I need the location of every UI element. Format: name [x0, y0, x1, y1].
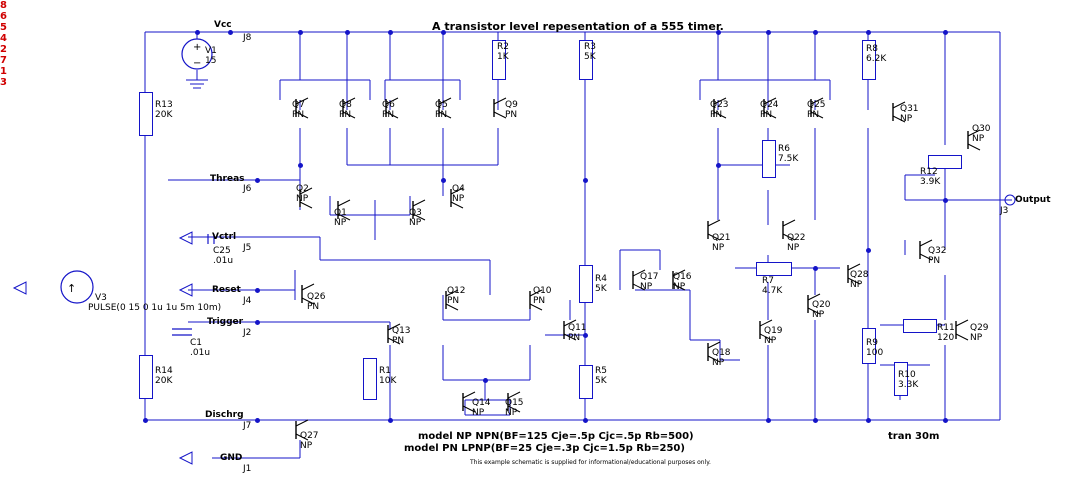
- transistor-q32-name: Q32: [928, 246, 947, 256]
- ground-symbol: [192, 74, 216, 92]
- transistor-q14-name: Q14: [472, 398, 491, 408]
- transistor-q26-name: Q26: [307, 292, 326, 302]
- transistor-q2-name: Q2: [296, 184, 309, 194]
- transistor-q31-model: NP: [900, 114, 913, 124]
- port-arrow-vctrl: [180, 232, 198, 244]
- pin-ref-j3: J3: [1000, 206, 1009, 216]
- resistor-r11-value: 120: [937, 333, 955, 343]
- transistor-q19-name: Q19: [764, 326, 783, 336]
- transistor-q21-name: Q21: [712, 233, 731, 243]
- pin-number-4: 4: [0, 33, 7, 44]
- transistor-q24-model: PN: [760, 110, 773, 120]
- resistor-r7-name: R7: [762, 276, 774, 286]
- svg-text:−: −: [193, 58, 202, 69]
- resistor-r2-value: 1K: [497, 52, 509, 62]
- svg-text:↑: ↑: [67, 282, 77, 295]
- transistor-q30-name: Q30: [972, 124, 991, 134]
- resistor-r13-body: [139, 92, 153, 136]
- junction-dot: [583, 418, 588, 423]
- transistor-q10-model: PN: [533, 296, 546, 306]
- transistor-q4-name: Q4: [452, 184, 465, 194]
- pin-number-3: 3: [0, 77, 7, 88]
- capacitor-c1-symbol: [170, 326, 204, 340]
- resistor-r4-body: [579, 265, 593, 303]
- pin-ref-j4: J4: [243, 296, 252, 306]
- transistor-q28-model: NP: [850, 280, 863, 290]
- resistor-r5-name: R5: [595, 366, 607, 376]
- pin-label-threas: Threas: [210, 174, 245, 184]
- junction-dot: [866, 30, 871, 35]
- junction-dot: [255, 320, 260, 325]
- junction-dot: [195, 30, 200, 35]
- pin-ref-j2: J2: [243, 328, 252, 338]
- junction-dot: [813, 418, 818, 423]
- voltage-source-v3: [58, 268, 98, 308]
- transistor-q26-model: PN: [307, 302, 320, 312]
- pin-ref-j8: J8: [243, 33, 252, 43]
- junction-dot: [298, 30, 303, 35]
- transistor-q23-model: PN: [710, 110, 723, 120]
- transistor-q5-model: PN: [435, 110, 448, 120]
- junction-dot: [388, 30, 393, 35]
- junction-dot: [255, 288, 260, 293]
- resistor-r8-value: 6.2K: [866, 54, 887, 64]
- resistor-r1-body: [363, 358, 377, 400]
- transistor-q17-name: Q17: [640, 272, 659, 282]
- pin-label-dischrg: Dischrg: [205, 410, 244, 420]
- resistor-r5-body: [579, 365, 593, 399]
- junction-dot: [298, 163, 303, 168]
- junction-dot: [813, 30, 818, 35]
- port-arrow-gnd: [180, 452, 198, 464]
- transistor-q11-name: Q11: [568, 323, 587, 333]
- pin-label-vctrl: Vctrl: [212, 232, 237, 242]
- capacitor-c1-value: .01u: [190, 348, 211, 358]
- transistor-q5-name: Q5: [435, 100, 448, 110]
- resistor-r14-name: R14: [155, 366, 173, 376]
- transistor-q18-model: NP: [712, 358, 725, 368]
- capacitor-c25-name: C25: [213, 246, 231, 256]
- transistor-q12-name: Q12: [447, 286, 466, 296]
- resistor-r10-name: R10: [898, 370, 916, 380]
- transistor-q20-name: Q20: [812, 300, 831, 310]
- resistor-r1-value: 10K: [379, 376, 397, 386]
- transistor-q7-model: PN: [292, 110, 305, 120]
- transistor-q10-name: Q10: [533, 286, 552, 296]
- resistor-r13-name: R13: [155, 100, 173, 110]
- transistor-q20-model: NP: [812, 310, 825, 320]
- capacitor-c1-name: C1: [190, 338, 203, 348]
- resistor-r4-value: 5K: [595, 284, 607, 294]
- port-arrow-v3: [14, 282, 32, 294]
- transistor-q7-name: Q7: [292, 100, 305, 110]
- transistor-q8-model: PN: [339, 110, 352, 120]
- transistor-q12-model: PN: [447, 296, 460, 306]
- transistor-q17-model: NP: [640, 282, 653, 292]
- resistor-r7-body: [756, 262, 792, 276]
- pin-number-2: 2: [0, 44, 7, 55]
- port-arrow-reset: [180, 284, 198, 296]
- transistor-q14-model: NP: [472, 408, 485, 418]
- resistor-r14-body: [139, 355, 153, 399]
- junction-dot: [143, 418, 148, 423]
- transistor-q9-model: PN: [505, 110, 518, 120]
- pin-ref-j1: J1: [243, 464, 252, 474]
- resistor-r2-name: R2: [497, 42, 509, 52]
- junction-dot: [228, 30, 233, 35]
- transistor-q2-model: NP: [296, 194, 309, 204]
- transistor-q25-model: PN: [807, 110, 820, 120]
- resistor-r14-value: 20K: [155, 376, 173, 386]
- transistor-q1-model: NP: [334, 218, 347, 228]
- v1-value: 15: [205, 56, 217, 66]
- model-pnp-text: model PN LPNP(BF=25 Cje=.3p Cjc=1.5p Rb=250): [404, 443, 685, 454]
- transistor-q22-name: Q22: [787, 233, 806, 243]
- transistor-q25-name: Q25: [807, 100, 826, 110]
- resistor-r3-name: R3: [584, 42, 596, 52]
- junction-dot: [483, 378, 488, 383]
- junction-dot: [583, 333, 588, 338]
- junction-dot: [255, 418, 260, 423]
- transistor-q21-model: NP: [712, 243, 725, 253]
- transistor-q27-model: NP: [300, 441, 313, 451]
- resistor-r9-name: R9: [866, 338, 878, 348]
- pin-number-8: 8: [0, 0, 7, 11]
- resistor-r11-body: [903, 319, 937, 333]
- transistor-q29-model: NP: [970, 333, 983, 343]
- junction-dot: [716, 163, 721, 168]
- capacitor-c25-value: .01u: [213, 256, 234, 266]
- transistor-q11-model: PN: [568, 333, 581, 343]
- transistor-q22-model: NP: [787, 243, 800, 253]
- pin-label-reset: Reset: [212, 285, 241, 295]
- model-npn-text: model NP NPN(BF=125 Cje=.5p Cjc=.5p Rb=500): [418, 431, 694, 442]
- transistor-q24-name: Q24: [760, 100, 779, 110]
- resistor-r1-name: R1: [379, 366, 391, 376]
- pin-label-vcc: Vcc: [214, 20, 232, 30]
- resistor-r12-value: 3.9K: [920, 177, 941, 187]
- junction-dot: [866, 248, 871, 253]
- transistor-q15-model: NP: [505, 408, 518, 418]
- resistor-r11-name: R11: [937, 323, 955, 333]
- v1-name: V1: [205, 46, 217, 56]
- transistor-q19-model: NP: [764, 336, 777, 346]
- diagram-title: A transistor level repesentation of a 555 timer.: [432, 20, 724, 33]
- junction-dot: [866, 418, 871, 423]
- v3-name: V3: [95, 293, 107, 303]
- pin-number-6: 6: [0, 11, 7, 22]
- pin-number-1: 1: [0, 66, 7, 77]
- transistor-q29-name: Q29: [970, 323, 989, 333]
- transistor-q31-name: Q31: [900, 104, 919, 114]
- junction-dot: [813, 266, 818, 271]
- transistor-q3-model: NP: [409, 218, 422, 228]
- resistor-r7-value: 4.7K: [762, 286, 783, 296]
- transistor-q23-name: Q23: [710, 100, 729, 110]
- port-circle-output: [1004, 194, 1018, 206]
- transistor-q3-name: Q3: [409, 208, 422, 218]
- transistor-q13-model: PN: [392, 336, 405, 346]
- transistor-q28-name: Q28: [850, 270, 869, 280]
- pin-number-7: 7: [0, 55, 7, 66]
- resistor-r10-value: 3.3K: [898, 380, 919, 390]
- junction-dot: [388, 418, 393, 423]
- resistor-r4-name: R4: [595, 274, 607, 284]
- pin-ref-j7: J7: [243, 421, 252, 431]
- junction-dot: [345, 30, 350, 35]
- junction-dot: [943, 198, 948, 203]
- junction-dot: [255, 178, 260, 183]
- resistor-r6-value: 7.5K: [778, 154, 799, 164]
- resistor-r9-value: 100: [866, 348, 884, 358]
- junction-dot: [943, 30, 948, 35]
- v3-value: PULSE(0 15 0 1u 1u 5m 10m): [88, 303, 222, 313]
- resistor-r13-value: 20K: [155, 110, 173, 120]
- resistor-r8-name: R8: [866, 44, 878, 54]
- pin-number-5: 5: [0, 22, 7, 33]
- junction-dot: [766, 30, 771, 35]
- transistor-q27-name: Q27: [300, 431, 319, 441]
- resistor-r6-name: R6: [778, 144, 790, 154]
- transistor-q8-name: Q8: [339, 100, 352, 110]
- transistor-q18-name: Q18: [712, 348, 731, 358]
- transistor-q6-model: PN: [382, 110, 395, 120]
- footnote-text: This example schematic is supplied for informational/educational purposes only.: [470, 459, 711, 466]
- resistor-r6-body: [762, 140, 776, 178]
- transistor-q16-name: Q16: [673, 272, 692, 282]
- svg-text:+: +: [193, 42, 202, 53]
- resistor-r12-name: R12: [920, 167, 938, 177]
- transistor-q15-name: Q15: [505, 398, 524, 408]
- transistor-q1-name: Q1: [334, 208, 347, 218]
- pin-label-trigger: Trigger: [207, 317, 244, 327]
- pin-label-output: Output: [1015, 195, 1051, 205]
- pin-ref-j6: J6: [243, 184, 252, 194]
- transistor-q16-model: NP: [673, 282, 686, 292]
- transistor-q32-model: PN: [928, 256, 941, 266]
- pin-ref-j5: J5: [243, 243, 252, 253]
- transistor-q13-name: Q13: [392, 326, 411, 336]
- junction-dot: [766, 418, 771, 423]
- transistor-q6-name: Q6: [382, 100, 395, 110]
- junction-dot: [943, 418, 948, 423]
- transistor-q30-model: NP: [972, 134, 985, 144]
- junction-dot: [583, 178, 588, 183]
- pin-label-gnd: GND: [220, 453, 243, 463]
- transistor-q4-model: NP: [452, 194, 465, 204]
- transistor-q9-name: Q9: [505, 100, 518, 110]
- junction-dot: [441, 178, 446, 183]
- resistor-r5-value: 5K: [595, 376, 607, 386]
- analysis-text: tran 30m: [888, 431, 940, 442]
- resistor-r3-value: 5K: [584, 52, 596, 62]
